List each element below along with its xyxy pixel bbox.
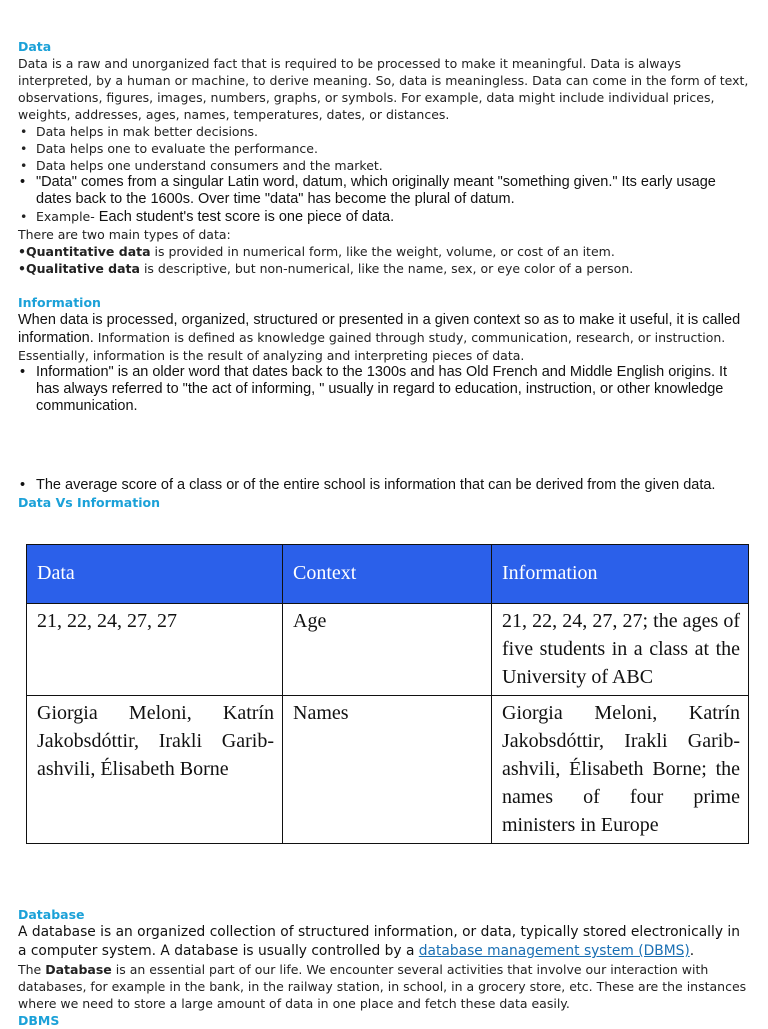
information-heading: Information [18, 295, 101, 310]
database-importance-pre: The [18, 962, 46, 977]
cell-context: Age [283, 604, 492, 696]
cell-information: 21, 22, 24, 27, 27; the ages of five students in a class at the University of ABC [492, 604, 749, 696]
quantitative-label: •Quantitative data [18, 244, 151, 259]
document-body [18, 38, 750, 511]
cell-data: 21, 22, 24, 27, 27 [27, 604, 283, 696]
dbms-link[interactable]: database management system (DBMS) [418, 943, 690, 959]
data-heading: Data [18, 39, 52, 54]
types-intro: There are two main types of data: [18, 227, 231, 242]
header-information: Information [492, 545, 749, 604]
list-item: • Data helps one understand consumers and the market. [18, 157, 750, 174]
table-row [27, 604, 749, 696]
list-item: • The average score of a class or of the entire school is information that can be derived from the given data. [18, 477, 750, 494]
quantitative-text: is provided in numerical form, like the weight, volume, or cost of an item. [150, 244, 615, 259]
list-item: • Data helps in mak better decisions. [18, 123, 750, 140]
information-intro-a: When data is processed, organized, structured or presented in a given context so as to make it useful, it is called information. [18, 312, 741, 346]
header-data: Data [27, 545, 283, 604]
database-definition-end: . [689, 943, 695, 959]
database-definition [18, 923, 750, 961]
cell-data: Giorgia Meloni, Katrín Jakobsdóttir, Irakli Garib-ashvili, Élisabeth Borne [27, 696, 283, 844]
comparison-heading: Data Vs Information [18, 495, 160, 510]
list-item-example [18, 208, 750, 226]
dbms-heading: DBMS [18, 1013, 60, 1028]
example-label: Example- [36, 209, 95, 224]
qualitative-line [18, 260, 750, 277]
example-text: Each student's test score is one piece of data. [94, 209, 395, 225]
cell-information: Giorgia Meloni, Katrín Jakobsdóttir, Irakli Garib-ashvili, Élisabeth Borne; the names of four prime ministers in Europe [492, 696, 749, 844]
database-importance-bold: Database [45, 962, 112, 977]
database-definition-text: A database is an organized collection of structured information, or data, typically stored electronically in a computer system. A database is usually controlled by a [18, 924, 740, 959]
information-bullets [18, 364, 750, 415]
table-row [27, 696, 749, 844]
information-intro-b: Information is defined as knowledge gained through study, communication, research, or instruction. Essentially, information is the result of analyzing and interpreting pieces of data. [18, 330, 726, 363]
data-bullets [18, 123, 750, 226]
database-importance-text: is an essential part of our life. We encounter several activities that involve our interaction with databases, for example in the bank, in the railway station, in school, in a grocery store, etc. These are the instances where we need to store a large amount of data in one place and fetch these data easily. [18, 962, 747, 1011]
list-item: • "Data" comes from a singular Latin word, datum, which originally meant "something given." Its early usage dates back to the 1600s. Over time "data" has become the plural of datum. [18, 174, 750, 208]
data-intro: Data is a raw and unorganized fact that is required to be processed to make it meaningful. Data is always interpreted, by a human or machine, to derive meaning. So, data is meaningless. Data can come in the form of text, observations, figures, images, numbers, graphs, or symbols. For example, data might include individual prices, weights, addresses, ages, names, temperatures, dates, or distances. [18, 56, 749, 122]
quantitative-line [18, 243, 750, 260]
database-heading: Database [18, 907, 85, 922]
qualitative-label: •Qualitative data [18, 261, 140, 276]
information-intro [18, 311, 750, 364]
data-vs-information-table [26, 544, 749, 844]
qualitative-text: is descriptive, but non-numerical, like the name, sex, or eye color of a person. [139, 261, 634, 276]
cell-context: Names [283, 696, 492, 844]
table-header-row [27, 545, 749, 604]
header-context: Context [283, 545, 492, 604]
list-item: • Information" is an older word that dates back to the 1300s and has Old French and Middle English origins. It has always referred to "the act of informing, " usually in regard to education, instruction, or other knowledge communication. [18, 364, 750, 415]
information-bullets-2 [18, 477, 750, 494]
database-importance [18, 961, 750, 1012]
list-item: • Data helps one to evaluate the performance. [18, 140, 750, 157]
database-section [18, 906, 750, 1029]
